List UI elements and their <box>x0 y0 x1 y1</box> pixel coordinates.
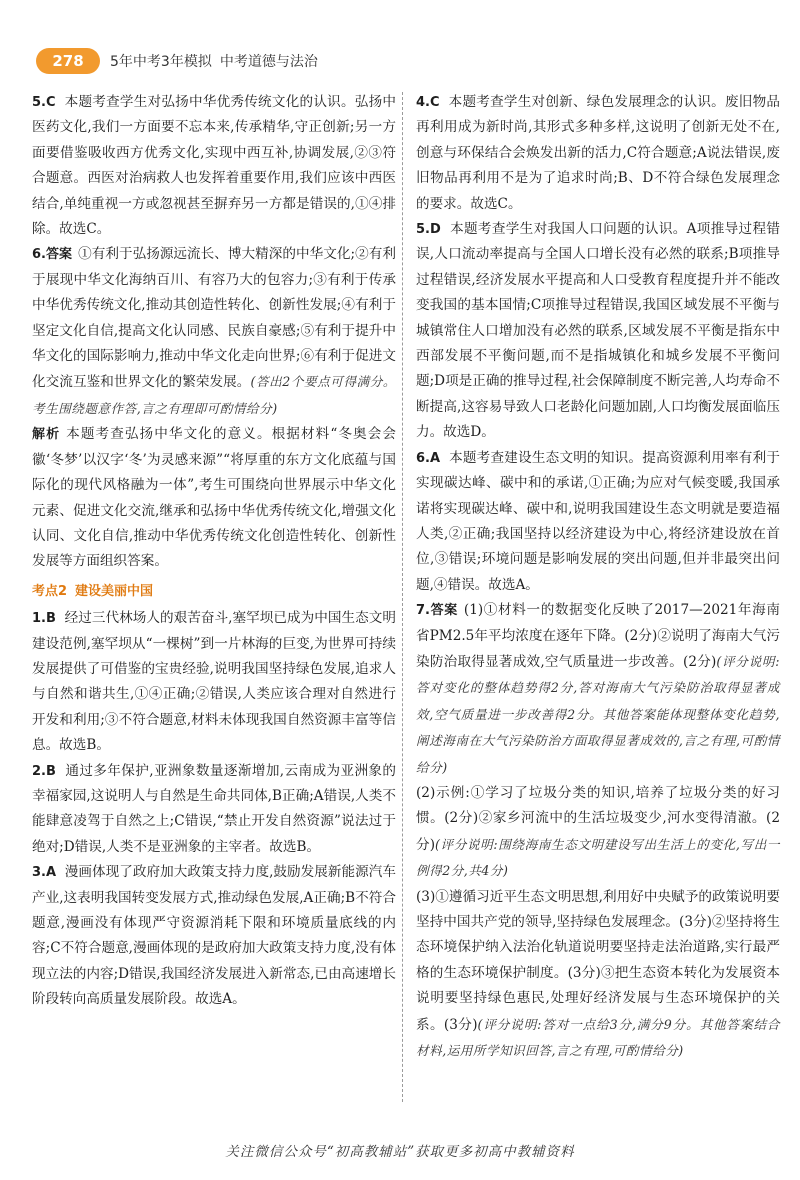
answer-item <box>32 242 396 422</box>
answer-text: 通过多年保护,亚洲象数量逐渐增加,云南成为亚洲象的幸福家园,这说明人与自然是生命共同体,B正确;A错误,人类不能肆意凌驾于自然之上;C错误,“禁止开发自然资源”说法过于绝对;D错误,人类不是亚洲象的主宰者。故选B。 <box>32 762 397 855</box>
question-number: 6.A <box>416 450 441 466</box>
right-column <box>416 90 780 1064</box>
question-number: 3.A <box>32 865 57 881</box>
answer-text: 本题考查学生对创新、绿色发展理念的认识。废旧物品再利用成为新时尚,其形式多种多样,这说明了创新无处不在,创意与环保结合会焕发出新的活力,C符合题意;A说法错误,废旧物品再利用不是为了追求时尚;B、D不符合绿色发展理念的要求。故选C。 <box>416 94 780 212</box>
answer-text: 经过三代林场人的艰苦奋斗,塞罕坝已成为中国生态文明建设范例,塞罕坝从“一棵树”到一片林海的巨变,为世界可持续发展提供了可借鉴的宝贵经验,说明我国坚持绿色发展,追求人与自然和谐共生,①④正确;②错误,人类应该合理对自然进行开发和利用;③不符合题意,材料未体现我国自然资源丰富等信息。故选B。 <box>32 610 396 754</box>
question-number: 7. <box>416 603 430 619</box>
answer-text: 本题考查学生对我国人口问题的认识。A项推导过程错误,人口流动率提高与全国人口增长没有必然的联系;B项推导过程错误,经济发展水平提高和人口受教育程度提升并不能改变我国的基本国情;C项推导过程错误,我国区域发展不平衡与城镇常住人口增加没有必然的联系,区域发展不平衡是指东中西部发展不平衡问题,而不是指城镇化和城乡发展不平衡问题;D项是正确的推导过程,社会保障制度不断完善,人均寿命不断提高,这容易导致人口老龄化问题加剧,人口均衡发展面临压力。故选D。 <box>416 221 780 441</box>
section-title: 建设美丽中国 <box>75 583 154 599</box>
answer-text: 本题考查学生对弘扬中华优秀传统文化的认识。弘扬中医药文化,我们一方面要不忘本来,传承精华,守正创新;另一方面要借鉴吸收西方优秀文化,实现中西互补,协调发展,②③符合题意。西医对治病救人也发挥着重要作用,我们应该中西医结合,单纯重视一方或忽视甚至摒弃另一方都是错误的,①④排除。故选C。 <box>32 94 396 238</box>
question-number: 4.C <box>416 95 440 110</box>
answer-label: 答案 <box>429 603 458 619</box>
answer-text: ①有利于弘扬源远流长、博大精深的中华文化;②有利于展现中华文化海纳百川、有容乃大的包容力;③有利于传承中华优秀传统文化,推动其创造性转化、创新性发展;④有利于坚定文化自信,提高文化认同感、民族自豪感;⑤有利于提升中华文化的国际影响力,推动中华文化走向世界;⑥有利于促进文化交流互鉴和世界文化的繁荣发展。 <box>32 246 396 391</box>
book-title <box>110 51 318 71</box>
answer-item <box>32 606 396 758</box>
analysis-label: 解析 <box>32 427 61 443</box>
answer-item <box>416 446 780 598</box>
answer-item <box>32 860 396 1012</box>
scoring-note: (评分说明:围绕海南生态文明建设写出生活上的变化,写出一例得2分,共4分) <box>416 836 780 879</box>
question-number: 5.D <box>416 222 441 238</box>
footer-watermark: 关注微信公众号“初高教辅站”获取更多初高中教辅资料 <box>225 1144 575 1160</box>
answer-text: 本题考查建设生态文明的知识。提高资源利用率有利于实现碳达峰、碳中和的承诺,①正确;为应对气候变暖,我国承诺将实现碳达峰、碳中和,说明我国建设生态文明就是要造福人类,②正确;我国坚持以经济建设为中心,将经济建设放在首位,③错误;环境问题是影响发展的突出问题,但并非最突出问题,④错误。故选A。 <box>416 449 780 593</box>
page-number: 278 <box>36 48 100 74</box>
answer-part-3: (3)①遵循习近平生态文明思想,利用好中央赋予的政策说明要坚持中国共产党的领导,坚持绿色发展理念。(3分)②坚持将生态环境保护纳入法治化轨道说明要坚持走法治道路,实行最严格的生态环境保护制度。(3分)③把生态资本转化为发展资本说明要坚持绿色惠民,处理好经济发展与生态环境保护的关系。(3分) <box>416 888 780 1033</box>
answer-item <box>416 217 780 446</box>
section-heading <box>32 579 396 604</box>
scoring-note: (评分说明:答对变化的整体趋势得2分,答对海南大气污染防治取得显著成效,空气质量进一步改善得2分。其他答案能体现整体变化趋势,阐述海南在大气污染防治方面取得显著成效的,言之有理,可酌情给分) <box>416 653 780 775</box>
answer-item <box>416 885 780 1065</box>
scoring-note: (评分说明:答对一点给3分,满分9分。其他答案结合材料,运用所学知识回答,言之有理,可酌情给分) <box>416 1016 780 1059</box>
section-label: 考点2 <box>32 583 68 599</box>
column-divider <box>402 92 403 1102</box>
left-column <box>32 90 396 1013</box>
answer-part-1: (1)①材料一的数据变化反映了2017—2021年海南省PM2.5年平均浓度在逐年下降。(2分)②说明了海南大气污染防治取得显著成效,空气质量进一步改善。(2分) <box>416 602 780 670</box>
answer-item <box>416 90 780 217</box>
book-subject: 中考道德与法治 <box>219 54 318 70</box>
question-number: 6. <box>32 247 46 263</box>
answer-item <box>416 781 780 885</box>
analysis-item <box>32 422 396 574</box>
question-number: 2.B <box>32 763 56 779</box>
page-header <box>36 48 776 74</box>
question-number: 1.B <box>32 611 56 627</box>
answer-label: 答案 <box>45 247 73 263</box>
answer-item <box>416 598 780 781</box>
scoring-note: (答出2个要点可得满分。考生围绕题意作答,言之有理即可酌情给分) <box>32 374 396 416</box>
answer-text: 漫画体现了政府加大政策支持力度,鼓励发展新能源汽车产业,这表明我国转变发展方式,推动绿色发展,A正确;B不符合题意,漫画没有体现严守资源消耗下限和环境质量底线的内容;C不符合题意,漫画体现的是政府加大政策支持力度,没有体现立法的内容;D错误,我国经济发展进入新常态,已由高速增长阶段转向高质量发展阶段。故选A。 <box>32 864 396 1008</box>
book-series: 5年中考3年模拟 <box>110 54 212 70</box>
question-number: 5.C <box>32 95 56 110</box>
answer-item <box>32 90 396 242</box>
analysis-text: 本题考查弘扬中华文化的意义。根据材料“冬奥会会徽‘冬梦’以汉字‘冬’为灵感来源”“将厚重的东方文化底蕴与国际化的现代风格融为一体”,考生可围绕向世界展示中华文化元素、促进文化交流,继承和弘扬中华优秀传统文化,增强文化认同、文化自信,推动中华优秀传统文化创造性转化、创新性发展等方面组织答案。 <box>32 426 396 570</box>
answer-part-2: (2)示例:①学习了垃圾分类的知识,培养了垃圾分类的好习惯。(2分)②家乡河流中的生活垃圾变少,河水变得清澈。(2分) <box>416 784 780 853</box>
answer-item <box>32 759 396 861</box>
